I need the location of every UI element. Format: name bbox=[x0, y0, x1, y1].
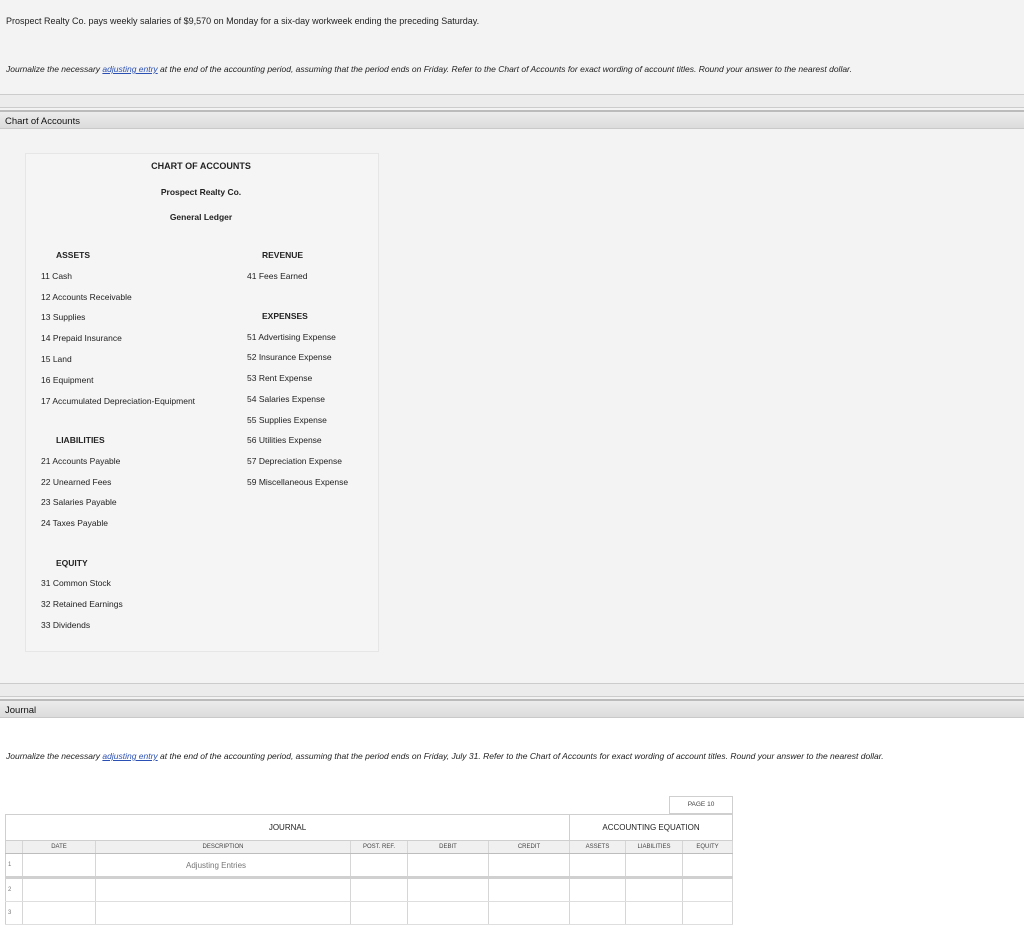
credit-header: CREDIT bbox=[489, 841, 570, 854]
assets-cell[interactable] bbox=[570, 854, 626, 878]
assets-header: ASSETS bbox=[570, 841, 626, 854]
account-item: 12 Accounts Receivable bbox=[41, 292, 132, 302]
description-header: DESCRIPTION bbox=[96, 841, 351, 854]
post-ref-cell[interactable] bbox=[351, 878, 408, 902]
account-item: 13 Supplies bbox=[41, 312, 86, 322]
account-item: 22 Unearned Fees bbox=[41, 477, 112, 487]
journal-table bbox=[5, 814, 733, 925]
account-item: 32 Retained Earnings bbox=[41, 599, 123, 609]
assets-heading: ASSETS bbox=[56, 250, 91, 260]
accounting-equation-title: ACCOUNTING EQUATION bbox=[570, 815, 733, 841]
account-item: 23 Salaries Payable bbox=[41, 497, 117, 507]
credit-cell[interactable] bbox=[489, 878, 570, 902]
account-item: 16 Equipment bbox=[41, 375, 94, 385]
account-item: 51 Advertising Expense bbox=[247, 332, 336, 342]
tab-chart-of-accounts[interactable]: Chart of Accounts bbox=[0, 110, 1024, 129]
date-cell[interactable] bbox=[23, 854, 96, 878]
page-number: PAGE 10 bbox=[669, 796, 733, 814]
post-ref-header: POST. REF. bbox=[351, 841, 408, 854]
assets-cell[interactable] bbox=[570, 902, 626, 925]
debit-cell[interactable] bbox=[408, 878, 489, 902]
account-item: 52 Insurance Expense bbox=[247, 352, 332, 362]
post-ref-cell[interactable] bbox=[351, 854, 408, 878]
description-cell[interactable] bbox=[96, 878, 351, 902]
instructions-top: Journalize the necessary adjusting entry at the end of the accounting period, assuming that the period ends on Friday. Refer to the Chart of Accounts for exact wording of account titles. Round your answer to the nearest dollar. bbox=[6, 64, 852, 74]
adjusting-entry-link[interactable]: adjusting entry bbox=[102, 751, 158, 761]
account-item: 14 Prepaid Insurance bbox=[41, 333, 122, 343]
equity-cell[interactable] bbox=[683, 878, 733, 902]
credit-cell[interactable] bbox=[489, 902, 570, 925]
credit-cell[interactable] bbox=[489, 854, 570, 878]
account-item: 53 Rent Expense bbox=[247, 373, 313, 383]
date-cell[interactable] bbox=[23, 878, 96, 902]
table-row bbox=[6, 878, 733, 902]
account-item: 33 Dividends bbox=[41, 620, 91, 630]
account-item: 24 Taxes Payable bbox=[41, 518, 108, 528]
adjusting-entry-link[interactable]: adjusting entry bbox=[102, 64, 158, 74]
account-item: 55 Supplies Expense bbox=[247, 415, 327, 425]
account-item: 31 Common Stock bbox=[41, 578, 111, 588]
liabilities-heading: LIABILITIES bbox=[56, 435, 105, 445]
account-item: 57 Depreciation Expense bbox=[247, 456, 342, 466]
date-header: DATE bbox=[23, 841, 96, 854]
expenses-heading: EXPENSES bbox=[262, 311, 308, 321]
divider bbox=[0, 94, 1024, 108]
liabilities-cell[interactable] bbox=[626, 854, 683, 878]
divider bbox=[0, 683, 1024, 697]
account-item: 11 Cash bbox=[41, 271, 73, 281]
tab-journal[interactable]: Journal bbox=[0, 699, 1024, 718]
coa-ledger: General Ledger bbox=[169, 212, 233, 222]
account-item: 21 Accounts Payable bbox=[41, 456, 121, 466]
description-cell[interactable] bbox=[96, 902, 351, 925]
post-ref-cell[interactable] bbox=[351, 902, 408, 925]
revenue-heading: REVENUE bbox=[262, 250, 304, 260]
account-item: 15 Land bbox=[41, 354, 72, 364]
equity-header: EQUITY bbox=[683, 841, 733, 854]
account-item: 41 Fees Earned bbox=[247, 271, 308, 281]
account-item: 17 Accumulated Depreciation-Equipment bbox=[41, 396, 196, 406]
coa-company: Prospect Realty Co. bbox=[160, 187, 242, 197]
liabilities-cell[interactable] bbox=[626, 878, 683, 902]
description-cell[interactable]: Adjusting Entries bbox=[96, 854, 351, 878]
assets-cell[interactable] bbox=[570, 878, 626, 902]
account-item: 54 Salaries Expense bbox=[247, 394, 325, 404]
liabilities-cell[interactable] bbox=[626, 902, 683, 925]
debit-header: DEBIT bbox=[408, 841, 489, 854]
row-number: 3 bbox=[6, 902, 23, 925]
table-row bbox=[6, 902, 733, 925]
equity-cell[interactable] bbox=[683, 854, 733, 878]
account-item: 56 Utilities Expense bbox=[247, 435, 322, 445]
account-item: 59 Miscellaneous Expense bbox=[247, 477, 349, 487]
coa-title: CHART OF ACCOUNTS bbox=[151, 161, 251, 171]
journal-title: JOURNAL bbox=[6, 815, 570, 841]
row-number: 1 bbox=[6, 854, 23, 878]
liabilities-header: LIABILITIES bbox=[626, 841, 683, 854]
equity-heading: EQUITY bbox=[56, 558, 88, 568]
row-number-header bbox=[6, 841, 23, 854]
row-number: 2 bbox=[6, 878, 23, 902]
table-row bbox=[6, 854, 733, 878]
equity-cell[interactable] bbox=[683, 902, 733, 925]
debit-cell[interactable] bbox=[408, 902, 489, 925]
date-cell[interactable] bbox=[23, 902, 96, 925]
problem-statement: Prospect Realty Co. pays weekly salaries of $9,570 on Monday for a six-day workweek ending the preceding Saturday. bbox=[6, 16, 480, 26]
debit-cell[interactable] bbox=[408, 854, 489, 878]
instructions-journal: Journalize the necessary adjusting entry at the end of the accounting period, assuming that the period ends on Friday, July 31. Refer to the Chart of Accounts for exact wording of account titles. Round your answer to the nearest dollar. bbox=[6, 751, 884, 761]
